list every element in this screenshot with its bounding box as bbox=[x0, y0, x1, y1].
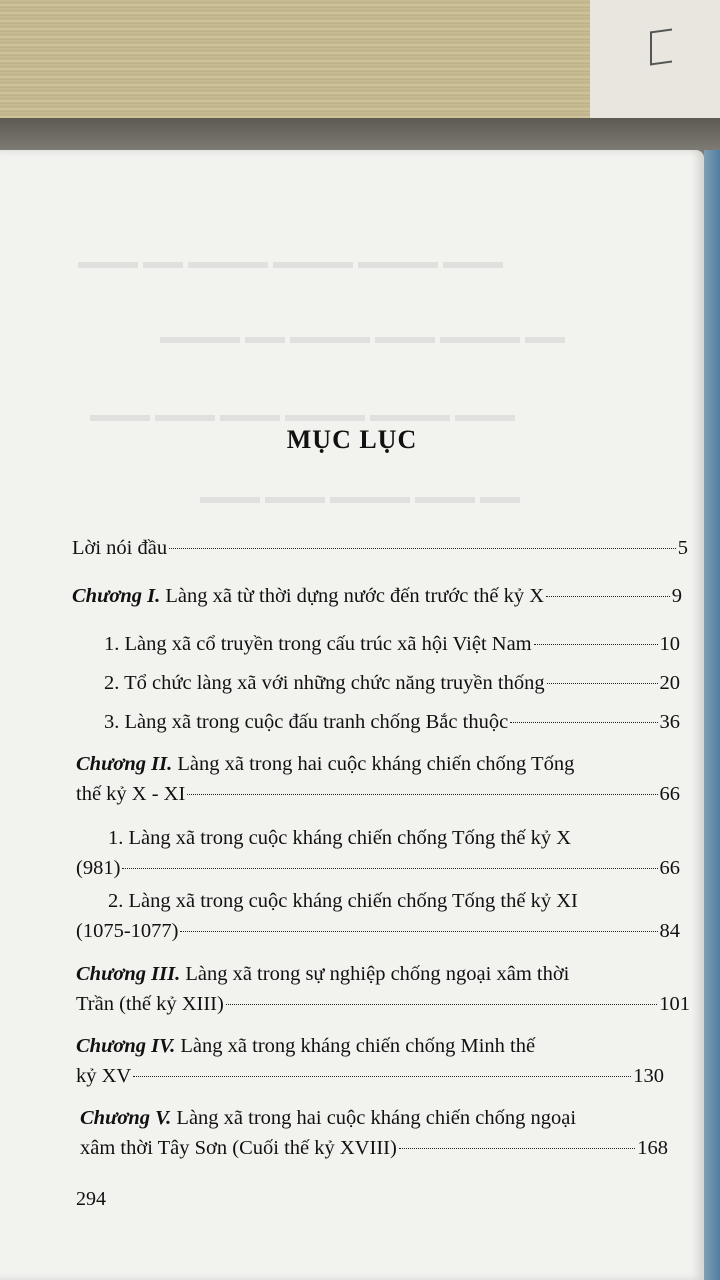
pen-mark bbox=[650, 28, 672, 65]
toc-entry-page: 66 bbox=[659, 857, 680, 879]
chapter-label: Chương I. bbox=[72, 585, 161, 607]
toc-entry-label: Lời nói đầu bbox=[72, 537, 168, 559]
toc-entry bbox=[104, 665, 680, 701]
toc-entry-label: 1. Làng xã cổ truyền trong cấu trúc xã hội Việt Nam bbox=[104, 633, 532, 655]
dot-leader bbox=[133, 1076, 631, 1077]
toc-entry-page: 36 bbox=[659, 711, 680, 733]
toc-entry-label: 3. Làng xã trong cuộc đấu tranh chống Bắc thuộc bbox=[104, 711, 509, 733]
toc-chapter-entry bbox=[76, 776, 680, 812]
toc-entry-line: Làng xã trong hai cuộc kháng chiến chống Tống bbox=[172, 753, 575, 775]
background-book bbox=[0, 0, 600, 130]
dot-leader bbox=[187, 794, 657, 795]
chapter-label: Chương IV. bbox=[76, 1035, 176, 1057]
page-edge bbox=[704, 150, 720, 1280]
chapter-label: Chương II. bbox=[76, 753, 173, 775]
dot-leader bbox=[226, 1004, 657, 1005]
chapter-label: Chương V. bbox=[80, 1107, 172, 1129]
show-through-text: ▬▬▬ ▬▬▬ ▬▬▬▬ ▬▬▬ ▬▬ bbox=[200, 486, 520, 508]
toc-chapter-entry bbox=[72, 578, 682, 614]
dot-leader bbox=[169, 548, 676, 549]
dot-leader bbox=[547, 683, 658, 684]
toc-entry-page: 101 bbox=[659, 993, 690, 1015]
dot-leader bbox=[546, 596, 670, 597]
toc-entry-label: xâm thời Tây Sơn (Cuối thế kỷ XVIII) bbox=[80, 1137, 397, 1159]
toc-entry-page: 9 bbox=[671, 585, 682, 607]
toc-entry bbox=[72, 530, 688, 566]
dot-leader bbox=[180, 931, 657, 932]
toc-entry-line: Làng xã trong sự nghiệp chống ngoại xâm thời bbox=[180, 963, 570, 985]
toc-entry-label: (1075-1077) bbox=[76, 920, 179, 942]
toc-entry-label: 2. Tổ chức làng xã với những chức năng truyền thống bbox=[104, 672, 545, 694]
show-through-text: ▬▬▬ ▬▬▬ ▬▬▬ ▬▬▬▬ ▬▬▬▬ ▬▬▬ bbox=[90, 404, 515, 426]
toc-entry bbox=[76, 913, 680, 949]
toc-entry-page: 130 bbox=[633, 1065, 664, 1087]
page-title: MỤC LỤC bbox=[286, 425, 418, 455]
show-through-text: ▬▬▬▬ ▬▬ ▬▬▬▬ ▬▬▬ ▬▬▬▬ ▬▬ bbox=[160, 326, 565, 348]
dot-leader bbox=[122, 868, 657, 869]
toc-entry-page: 10 bbox=[659, 633, 680, 655]
toc-entry-page: 66 bbox=[659, 783, 680, 805]
page-number: 294 bbox=[76, 1188, 106, 1210]
toc-entry-line: Làng xã trong kháng chiến chống Minh thế bbox=[175, 1035, 536, 1057]
toc-entry bbox=[104, 704, 680, 740]
toc-entry-label: Làng xã từ thời dựng nước đến trước thế kỷ X bbox=[160, 585, 545, 607]
toc-chapter-entry bbox=[76, 1058, 664, 1094]
dot-leader bbox=[510, 722, 657, 723]
toc-entry-label: kỷ XV bbox=[76, 1065, 132, 1087]
chapter-label: Chương III. bbox=[76, 963, 181, 985]
show-through-text: ▬▬▬ ▬▬ ▬▬▬▬ ▬▬▬▬ ▬▬▬▬ ▬▬▬ bbox=[78, 251, 503, 273]
toc-entry-label: Trần (thế kỷ XIII) bbox=[76, 993, 224, 1015]
toc-entry-line: 2. Làng xã trong cuộc kháng chiến chống Tống thế kỷ XI bbox=[108, 890, 578, 912]
toc-chapter-entry bbox=[80, 1130, 668, 1166]
toc-entry bbox=[76, 850, 680, 886]
toc-entry-page: 20 bbox=[659, 672, 680, 694]
dot-leader bbox=[399, 1148, 635, 1149]
toc-entry-line: Làng xã trong hai cuộc kháng chiến chống ngoại bbox=[171, 1107, 577, 1129]
toc-chapter-entry bbox=[76, 986, 690, 1022]
toc-entry-page: 5 bbox=[677, 537, 688, 559]
toc-entry-label: (981) bbox=[76, 857, 121, 879]
toc-entry-page: 168 bbox=[637, 1137, 668, 1159]
toc-entry-page: 84 bbox=[659, 920, 680, 942]
toc-entry bbox=[104, 626, 680, 662]
dot-leader bbox=[534, 644, 658, 645]
toc-entry-line: 1. Làng xã trong cuộc kháng chiến chống Tống thế kỷ X bbox=[108, 827, 572, 849]
toc-entry-label: thế kỷ X - XI bbox=[76, 783, 186, 805]
